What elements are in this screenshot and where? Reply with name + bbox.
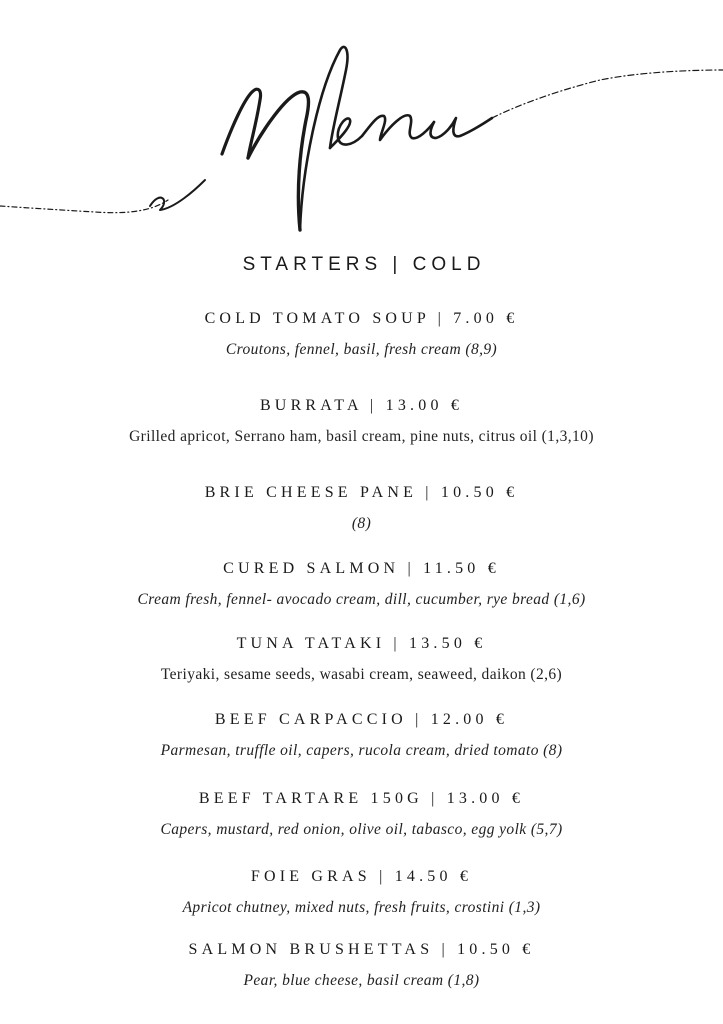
menu-item-description: Parmesan, truffle oil, capers, rucola cream, dried tomato (8) [160, 742, 563, 759]
menu-item-name: FOIE GRAS | 14.50 € [250, 868, 473, 885]
menu-item [0, 559, 723, 610]
menu-item-name: CURED SALMON | 11.50 € [223, 560, 500, 577]
menu-item-description: Teriyaki, sesame seeds, wasabi cream, seaweed, daikon (2,6) [160, 666, 563, 683]
menu-item-name: BEEF TARTARE 150G | 13.00 € [198, 790, 525, 807]
menu-item-name: COLD TOMATO SOUP | 7.00 € [204, 310, 519, 327]
menu-item-name: SALMON BRUSHETTAS | 10.50 € [188, 941, 535, 958]
menu-item-description: Apricot chutney, mixed nuts, fresh fruits, crostini (1,3) [182, 899, 541, 916]
menu-item [0, 483, 723, 534]
menu-item [0, 940, 723, 991]
menu-item-description: Croutons, fennel, basil, fresh cream (8,9) [225, 341, 498, 358]
menu-script-logo [0, 30, 723, 250]
menu-item [0, 789, 723, 840]
menu-item-name: TUNA TATAKI | 13.50 € [236, 635, 487, 652]
section-title: STARTERS | COLD [242, 254, 486, 275]
menu-item [0, 309, 723, 360]
menu-item [0, 710, 723, 761]
menu-item-description: Cream fresh, fennel- avocado cream, dill, cucumber, rye bread (1,6) [137, 591, 586, 608]
menu-item [0, 396, 723, 447]
menu-item-name: BRIE CHEESE PANE | 10.50 € [204, 484, 519, 501]
menu-item-name: BURRATA | 13.00 € [259, 397, 464, 414]
menu-item-description: Pear, blue cheese, basil cream (1,8) [243, 972, 480, 989]
menu-item [0, 867, 723, 918]
menu-item-description: Grilled apricot, Serrano ham, basil cream, pine nuts, citrus oil (1,3,10) [129, 428, 594, 445]
menu-item-description: (8) [351, 515, 372, 532]
menu-item-description: Capers, mustard, red onion, olive oil, tabasco, egg yolk (5,7) [160, 821, 563, 838]
menu-item [0, 634, 723, 685]
menu-item-name: BEEF CARPACCIO | 12.00 € [214, 711, 509, 728]
